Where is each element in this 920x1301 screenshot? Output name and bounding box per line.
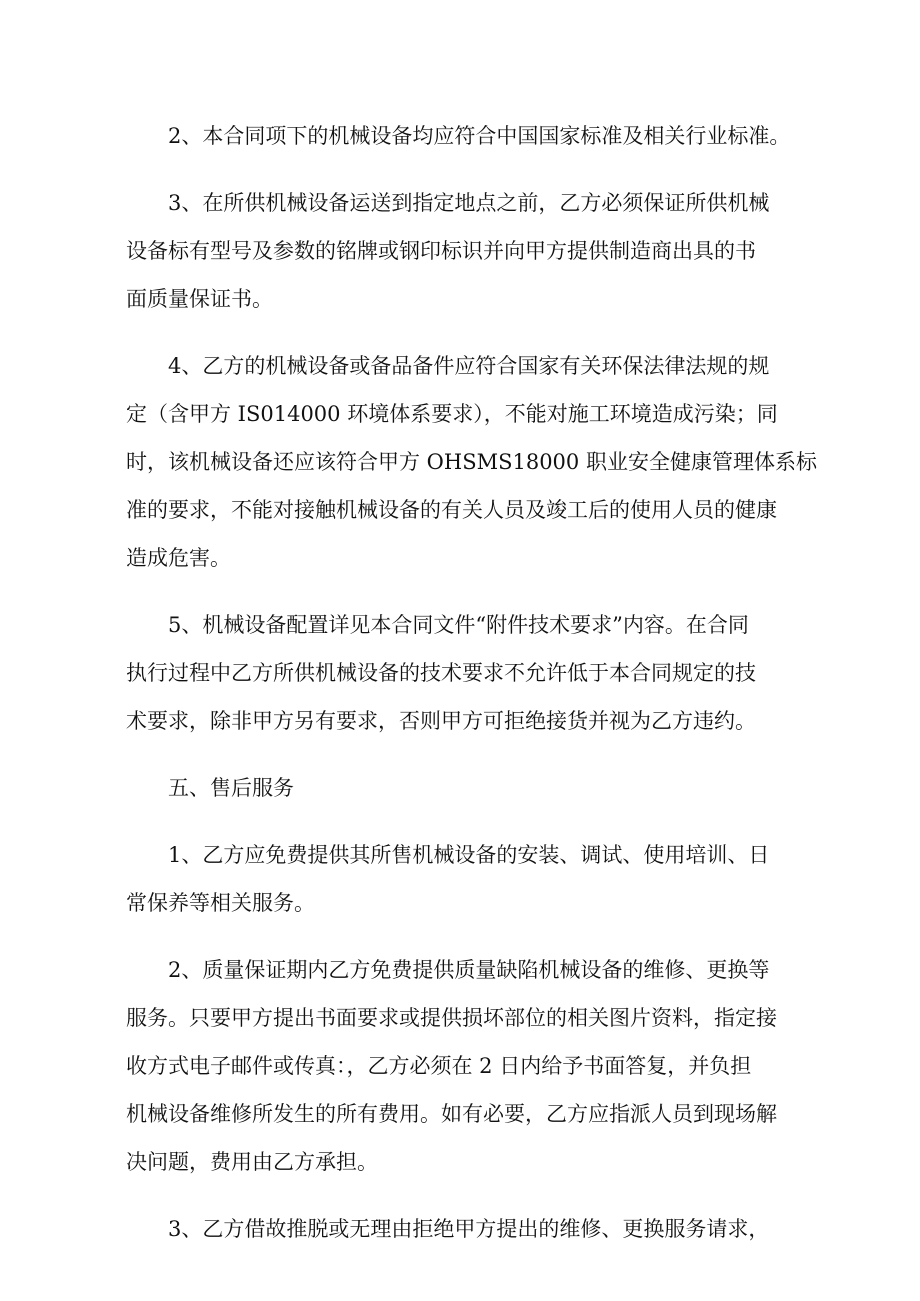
paragraph-line: 服务。只要甲方提出书面要求或提供损坏部位的相关图片资料，指定接 — [126, 1006, 777, 1030]
section-heading-after-sales — [126, 764, 816, 812]
paragraph-line: 设备标有型号及参数的铭牌或钢印标识并向甲方提供制造商出具的书 — [126, 239, 756, 263]
paragraph-line: 常保养等相关服务。 — [126, 891, 315, 915]
paragraph-free-service — [126, 831, 816, 927]
paragraph-line: 术要求，除非甲方另有要求，否则甲方可拒绝接货并视为乙方违约。 — [126, 709, 756, 733]
document-body — [126, 112, 816, 1272]
paragraph-line: 收方式电子邮件或传真：，乙方必须在 2 日内给予书面答复，并负担 — [126, 1054, 752, 1078]
paragraph-line: 准的要求，不能对接触机械设备的有关人员及竣工后的使用人员的健康 — [126, 498, 777, 522]
paragraph-environment — [126, 342, 816, 582]
paragraph-line: 2、质量保证期内乙方免费提供质量缺陷机械设备的维修、更换等 — [168, 958, 770, 982]
paragraph-line: 2、本合同项下的机械设备均应符合中国国家标准及相关行业标准。 — [168, 124, 791, 148]
paragraph-line: 1、乙方应免费提供其所售机械设备的安装、调试、使用培训、日 — [168, 843, 770, 867]
paragraph-line: 3、在所供机械设备运送到指定地点之前，乙方必须保证所供机械 — [168, 191, 770, 215]
paragraph-configuration — [126, 601, 816, 745]
paragraph-line: 4、乙方的机械设备或备品备件应符合国家有关环保法律法规的规 — [168, 354, 770, 378]
paragraph-line: 面质量保证书。 — [126, 287, 273, 311]
paragraph-line: 造成危害。 — [126, 546, 231, 570]
paragraph-warranty — [126, 946, 816, 1186]
heading-text: 五、售后服务 — [168, 776, 294, 800]
paragraph-line: 机械设备维修所发生的所有费用。如有必要，乙方应指派人员到现场解 — [126, 1102, 777, 1126]
paragraph-line: 5、机械设备配置详见本合同文件“附件技术要求”内容。在合同 — [168, 613, 749, 637]
paragraph-line: 决问题，费用由乙方承担。 — [126, 1150, 378, 1174]
paragraph-nameplate — [126, 179, 816, 323]
paragraph-refusal — [126, 1205, 816, 1253]
paragraph-line: 3、乙方借故推脱或无理由拒绝甲方提出的维修、更换服务请求， — [168, 1217, 770, 1241]
paragraph-line: 执行过程中乙方所供机械设备的技术要求不允许低于本合同规定的技 — [126, 661, 756, 685]
paragraph-line: 定（含甲方 IS014000 环境体系要求），不能对施工环境造成污染；同 — [126, 402, 778, 426]
paragraph-standards — [126, 112, 816, 160]
paragraph-line: 时，该机械设备还应该符合甲方 OHSMS18000 职业安全健康管理体系标 — [126, 450, 817, 474]
